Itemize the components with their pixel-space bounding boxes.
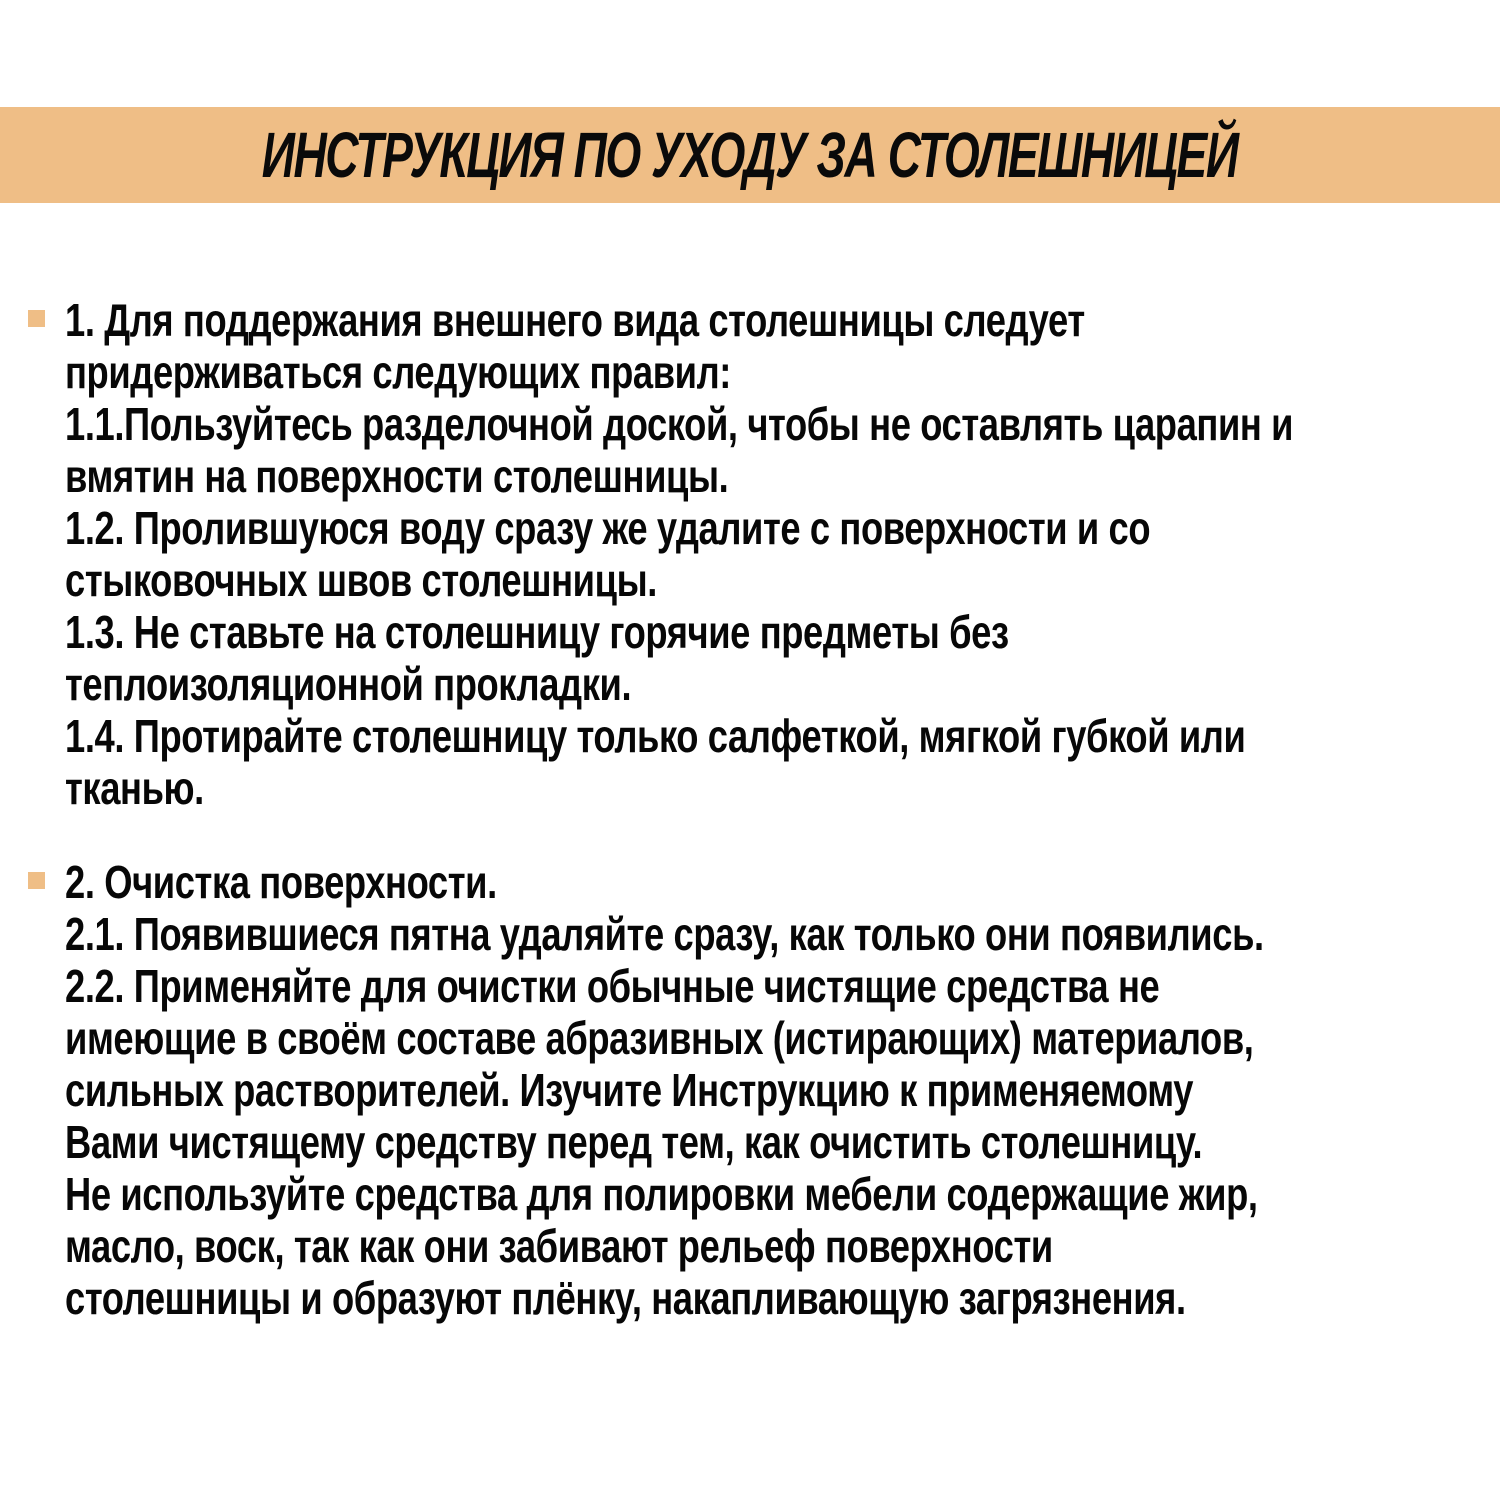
text-line: столешницы и образуют плёнку, накапливающую загрязнения. <box>65 1272 1186 1324</box>
text-line: тканью. <box>65 762 204 814</box>
text-line: имеющие в своём составе абразивных (истирающих) материалов, <box>65 1012 1254 1064</box>
page-title: ИНСТРУКЦИЯ ПО УХОДУ ЗА СТОЛЕШНИЦЕЙ <box>262 119 1238 191</box>
text-line: сильных растворителей. Изучите Инструкцию к применяемому <box>65 1064 1194 1116</box>
text-line: 1. Для поддержания внешнего вида столешницы следует <box>65 294 1085 346</box>
text-line: 1.4. Протирайте столешницу только салфеткой, мягкой губкой или <box>65 710 1246 762</box>
text-line: стыковочных швов столешницы. <box>65 554 657 606</box>
text-line: придерживаться следующих правил: <box>65 346 731 398</box>
text-line: теплоизоляционной прокладки. <box>65 658 632 710</box>
text-line: Вами чистящему средству перед тем, как очистить столешницу. <box>65 1116 1203 1168</box>
text-line: Не используйте средства для полировки мебели содержащие жир, <box>65 1168 1258 1220</box>
text-line: 1.1.Пользуйтесь разделочной доской, чтобы не оставлять царапин и <box>65 398 1294 450</box>
document-body <box>65 294 1465 1324</box>
text-line: 2. Очистка поверхности. <box>65 856 497 908</box>
section-appearance-rules <box>65 294 1465 814</box>
bullet-square-icon <box>28 872 45 889</box>
text-line: масло, воск, так как они забивают рельеф поверхности <box>65 1220 1053 1272</box>
text-line: 1.2. Пролившуюся воду сразу же удалите с поверхности и со <box>65 502 1151 554</box>
text-line: 2.1. Появившиеся пятна удаляйте сразу, как только они появились. <box>65 908 1264 960</box>
bullet-square-icon <box>28 310 45 327</box>
text-line: вмятин на поверхности столешницы. <box>65 450 729 502</box>
text-line: 2.2. Применяйте для очистки обычные чистящие средства не <box>65 960 1160 1012</box>
header-band <box>0 107 1500 203</box>
section-surface-cleaning <box>65 856 1465 1324</box>
text-line: 1.3. Не ставьте на столешницу горячие предметы без <box>65 606 1009 658</box>
